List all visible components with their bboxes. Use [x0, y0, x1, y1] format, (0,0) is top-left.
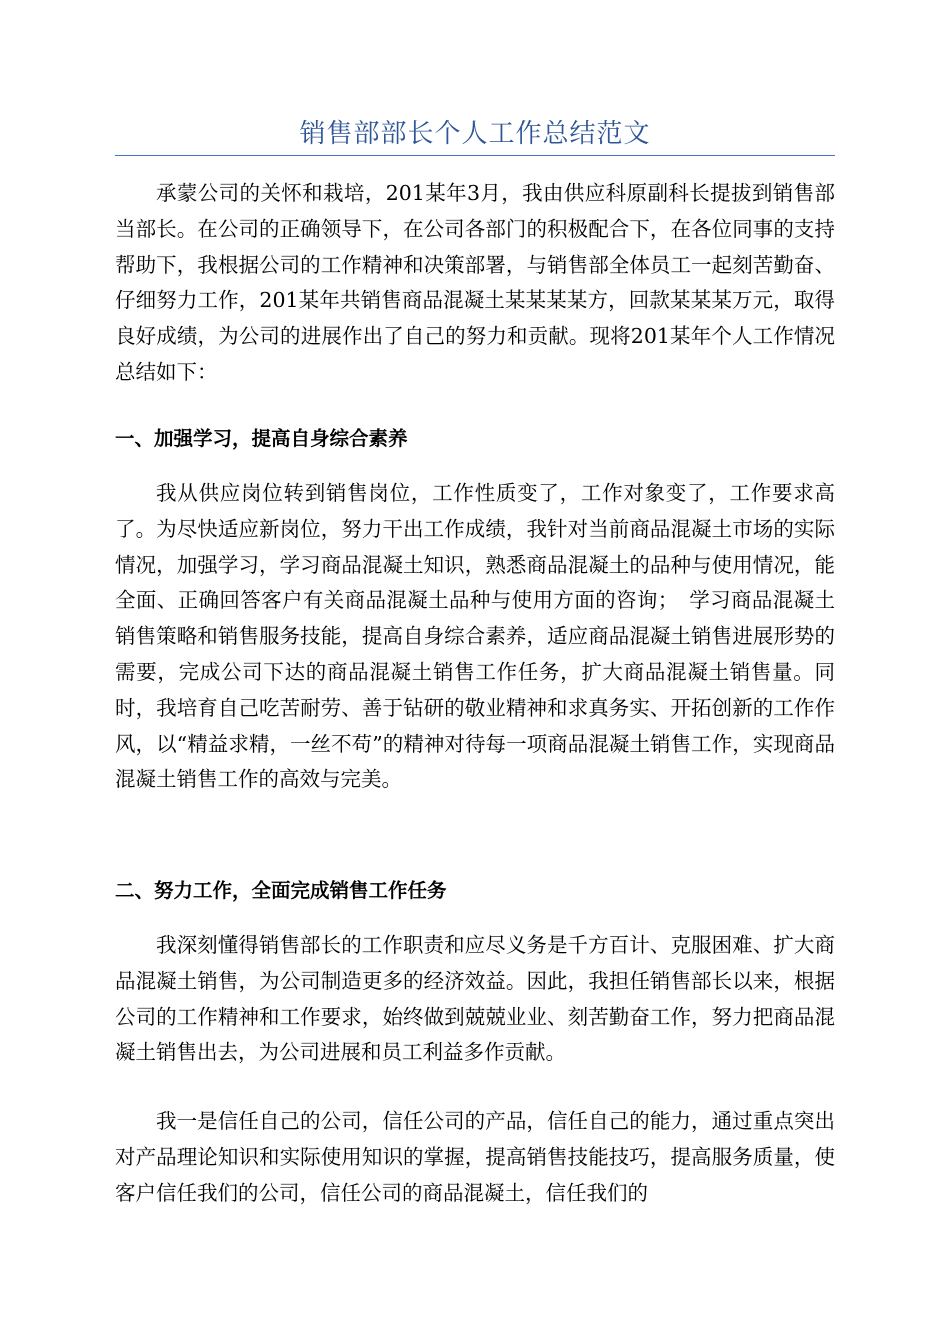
document-title: 销售部部长个人工作总结范文	[299, 119, 651, 149]
section-heading-1: 一、加强学习，提高自身综合素养	[115, 427, 408, 450]
document-page	[115, 0, 835, 1344]
paragraph-section-2-b: 我一是信任自己的公司，信任公司的产品，信任自己的能力，通过重点突出对产品理论知识和实际使用知识的掌握，提高销售技能技巧，提高服务质量，使客户信任我们的公司，信任公司的商品混凝土，信任我们的	[115, 1109, 835, 1205]
paragraph-section-1: 我从供应岗位转到销售岗位，工作性质变了，工作对象变了，工作要求高了。为尽快适应新岗位，努力干出工作成绩，我针对当前商品混凝土市场的实际情况，加强学习，学习商品混凝土知识，熟悉商品混凝土的品种与使用情况，能全面、正确回答客户有关商品混凝土品种与使用方面的咨询； 学习商品混凝土销售策略和销售服务技能，提高自身综合素养，适应商品混凝土销售进展形势的需要，完成公司下达的商品混凝土销售工作任务，扩大商品混凝土销售量。同时，我培育自己吃苦耐劳、善于钻研的敬业精神和求真务实、开拓创新的工作作风，以“精益求精，一丝不苟”的精神对待每一项商品混凝土销售工作，实现商品混凝土销售工作的高效与完美。	[115, 481, 835, 792]
paragraph-section-2-a: 我深刻懂得销售部长的工作职责和应尽义务是千方百计、克服困难、扩大商品混凝土销售，为公司制造更多的经济效益。因此，我担任销售部长以来，根据公司的工作精神和工作要求，始终做到兢兢业业、刻苦勤奋工作，努力把商品混凝土销售出去，为公司进展和员工利益多作贡献。	[115, 933, 835, 1065]
title-underline	[115, 155, 835, 156]
section-heading-2: 二、努力工作，全面完成销售工作任务	[115, 879, 447, 902]
paragraph-intro: 承蒙公司的关怀和栽培，201某年3月，我由供应科原副科长提拔到销售部当部长。在公司的正确领导下，在公司各部门的积极配合下，在各位同事的支持帮助下，我根据公司的工作精神和决策部署，与销售部全体员工一起刻苦勤奋、仔细努力工作，201某年共销售商品混凝土某某某某方，回款某某某万元，取得良好成绩，为公司的进展作出了自己的努力和贡献。现将201某年个人工作情况总结如下：	[115, 181, 835, 384]
